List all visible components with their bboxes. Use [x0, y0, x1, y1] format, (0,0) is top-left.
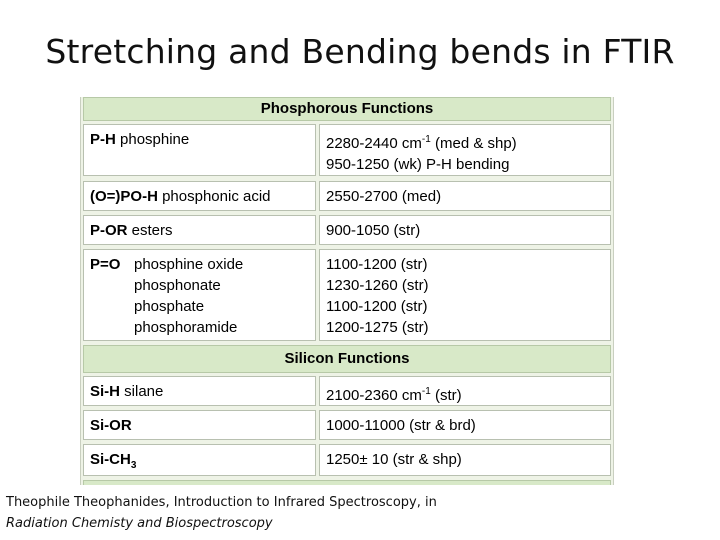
- silicon-header-label: Silicon Functions: [284, 350, 410, 367]
- table-row-esters: [83, 215, 611, 245]
- po-value-0: 1100-1200 (str): [326, 256, 428, 273]
- po-name-3: phosphoramide: [134, 319, 238, 336]
- po-value-3: 1200-1275 (str): [326, 319, 429, 336]
- sich3-formula-base: Si-CH: [90, 451, 131, 468]
- sih-name: silane: [124, 383, 164, 400]
- cell-esters-name: [83, 215, 316, 245]
- ph-value-tail: (med & shp): [430, 135, 517, 152]
- table-row-phosphonic: [83, 181, 611, 211]
- table-row-sih: [83, 376, 611, 406]
- sih-value-base: 2100-2360 cm: [326, 387, 422, 404]
- ph-value-line1: [326, 129, 604, 154]
- ph-value-sup: -1: [421, 134, 431, 145]
- cell-ph-value: [319, 124, 611, 176]
- sih-value-tail: (str): [430, 387, 462, 404]
- ph-value-line2: 950-1250 (wk) P-H bending: [326, 156, 510, 173]
- po-name-2: phosphate: [134, 298, 205, 315]
- cell-ph-name: [83, 124, 316, 176]
- phosphonic-name: phosphonic acid: [162, 188, 271, 205]
- sih-value-sup: -1: [421, 386, 431, 397]
- table-row-ph: [83, 124, 611, 176]
- cell-phosphonic-name: [83, 181, 316, 211]
- ph-formula: P-H: [90, 131, 116, 148]
- sih-formula: Si-H: [90, 383, 120, 400]
- table-row-po: [83, 249, 611, 341]
- esters-name: esters: [131, 222, 173, 239]
- po-line-0: [90, 254, 309, 275]
- silicon-header: [83, 345, 611, 373]
- cell-sich3-value: 1250± 10 (str & shp): [319, 444, 611, 476]
- cell-po-values: [319, 249, 611, 341]
- sior-formula: Si-OR: [90, 417, 132, 434]
- po-formula: P=O: [90, 256, 121, 273]
- citation: [6, 492, 706, 534]
- cell-esters-value: 900-1050 (str): [319, 215, 611, 245]
- cell-sior-name: [83, 410, 316, 440]
- cell-sich3-name: [83, 444, 316, 476]
- cell-sih-value: [319, 376, 611, 406]
- table-bottom-edge: [83, 480, 611, 485]
- ftir-table: [80, 97, 614, 485]
- po-value-1: 1230-1260 (str): [326, 277, 429, 294]
- esters-formula: P-OR: [90, 222, 128, 239]
- cell-phosphonic-value: 2550-2700 (med): [319, 181, 611, 211]
- po-name-0: phosphine oxide: [134, 256, 244, 273]
- cell-po-names: [83, 249, 316, 341]
- ph-name: phosphine: [120, 131, 190, 148]
- citation-line1: Theophile Theophanides, Introduction to Infrared Spectroscopy, in: [6, 495, 437, 510]
- slide-title: Stretching and Bending bends in FTIR: [45, 32, 675, 71]
- ph-value-base: 2280-2440 cm: [326, 135, 422, 152]
- po-name-1: phosphonate: [134, 277, 221, 294]
- cell-sior-value: 1000-11000 (str & brd): [319, 410, 611, 440]
- phosphorous-header-label: Phosphorous Functions: [260, 100, 434, 117]
- po-value-2: 1100-1200 (str): [326, 298, 428, 315]
- cell-sih-name: [83, 376, 316, 406]
- phosphonic-formula: (O=)PO-H: [90, 188, 158, 205]
- table-row-sich3: [83, 444, 611, 476]
- phosphorous-header: [83, 97, 611, 121]
- sich3-formula: [90, 451, 137, 471]
- sich3-formula-sub: 3: [130, 460, 137, 471]
- citation-line2: Radiation Chemisty and Biospectroscopy: [6, 516, 273, 531]
- table-row-sior: [83, 410, 611, 440]
